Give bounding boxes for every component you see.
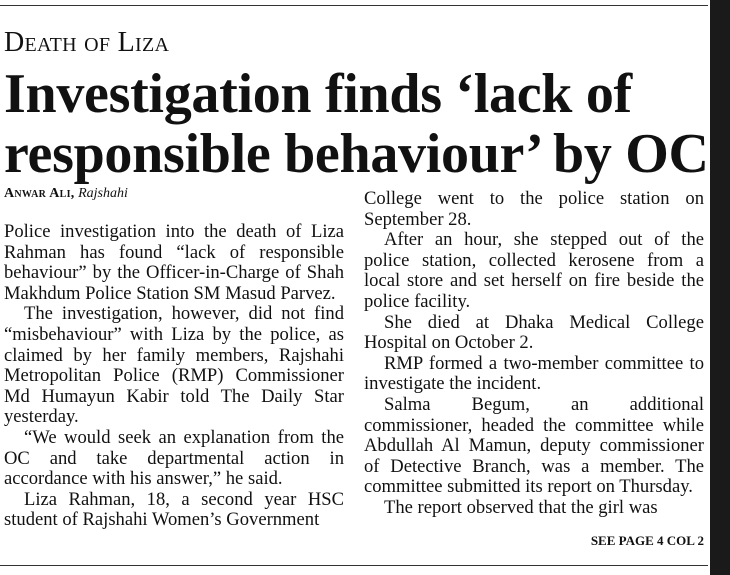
article-column-right: [364, 189, 704, 519]
paragraph: Police investigation into the death of Liza Rahman has found “lack of responsible behaviour” by the Officer-in-Charge of Shah Makhdum Police Station SM Masud Parvez.: [4, 221, 344, 304]
paragraph: Salma Begum, an additional commissioner, headed the committee while Abdullah Al Mamun, deputy commissioner of Detective Branch, was a member. The committee submitted its report on Thursday.: [364, 393, 704, 498]
paragraph: The investigation, however, did not find “misbehaviour” with Liza by the police, as claimed by her family members, Rajshahi Metropolitan Police (RMP) Commissioner Md Humayun Kabir told The Daily Star yesterday.: [4, 303, 344, 428]
paragraph: Liza Rahman, 18, a second year HSC student of Rajshahi Women’s Government: [4, 488, 344, 531]
jump-line[interactable]: SEE PAGE 4 COL 2: [590, 533, 704, 548]
paragraph: After an hour, she stepped out of the police station, collected kerosene from a local store and set herself on fire beside the police facility.: [364, 229, 704, 312]
paragraph: College went to the police station on September 28.: [364, 188, 704, 230]
byline-author: Anwar Ali,: [4, 186, 75, 201]
page-edge-bar: [710, 0, 730, 575]
headline-line-2: responsible behaviour’ by OC: [4, 123, 709, 185]
headline-line-1: Investigation finds ‘lack of: [4, 63, 632, 125]
paragraph: RMP formed a two-member committee to investigate the incident.: [364, 352, 704, 395]
paragraph: “We would seek an explanation from the OC and take departmental action in accordance with his answer,” he said.: [4, 426, 344, 490]
byline-place: Rajshahi: [78, 186, 128, 201]
section-kicker: Death of Liza: [4, 27, 170, 58]
byline: [4, 186, 128, 202]
article-column-left: [4, 222, 344, 531]
headline: [4, 63, 709, 185]
bottom-rule: [0, 565, 708, 566]
paragraph: She died at Dhaka Medical College Hospital on October 2.: [364, 311, 704, 354]
paragraph: The report observed that the girl was: [384, 496, 658, 518]
top-rule: [0, 5, 708, 6]
